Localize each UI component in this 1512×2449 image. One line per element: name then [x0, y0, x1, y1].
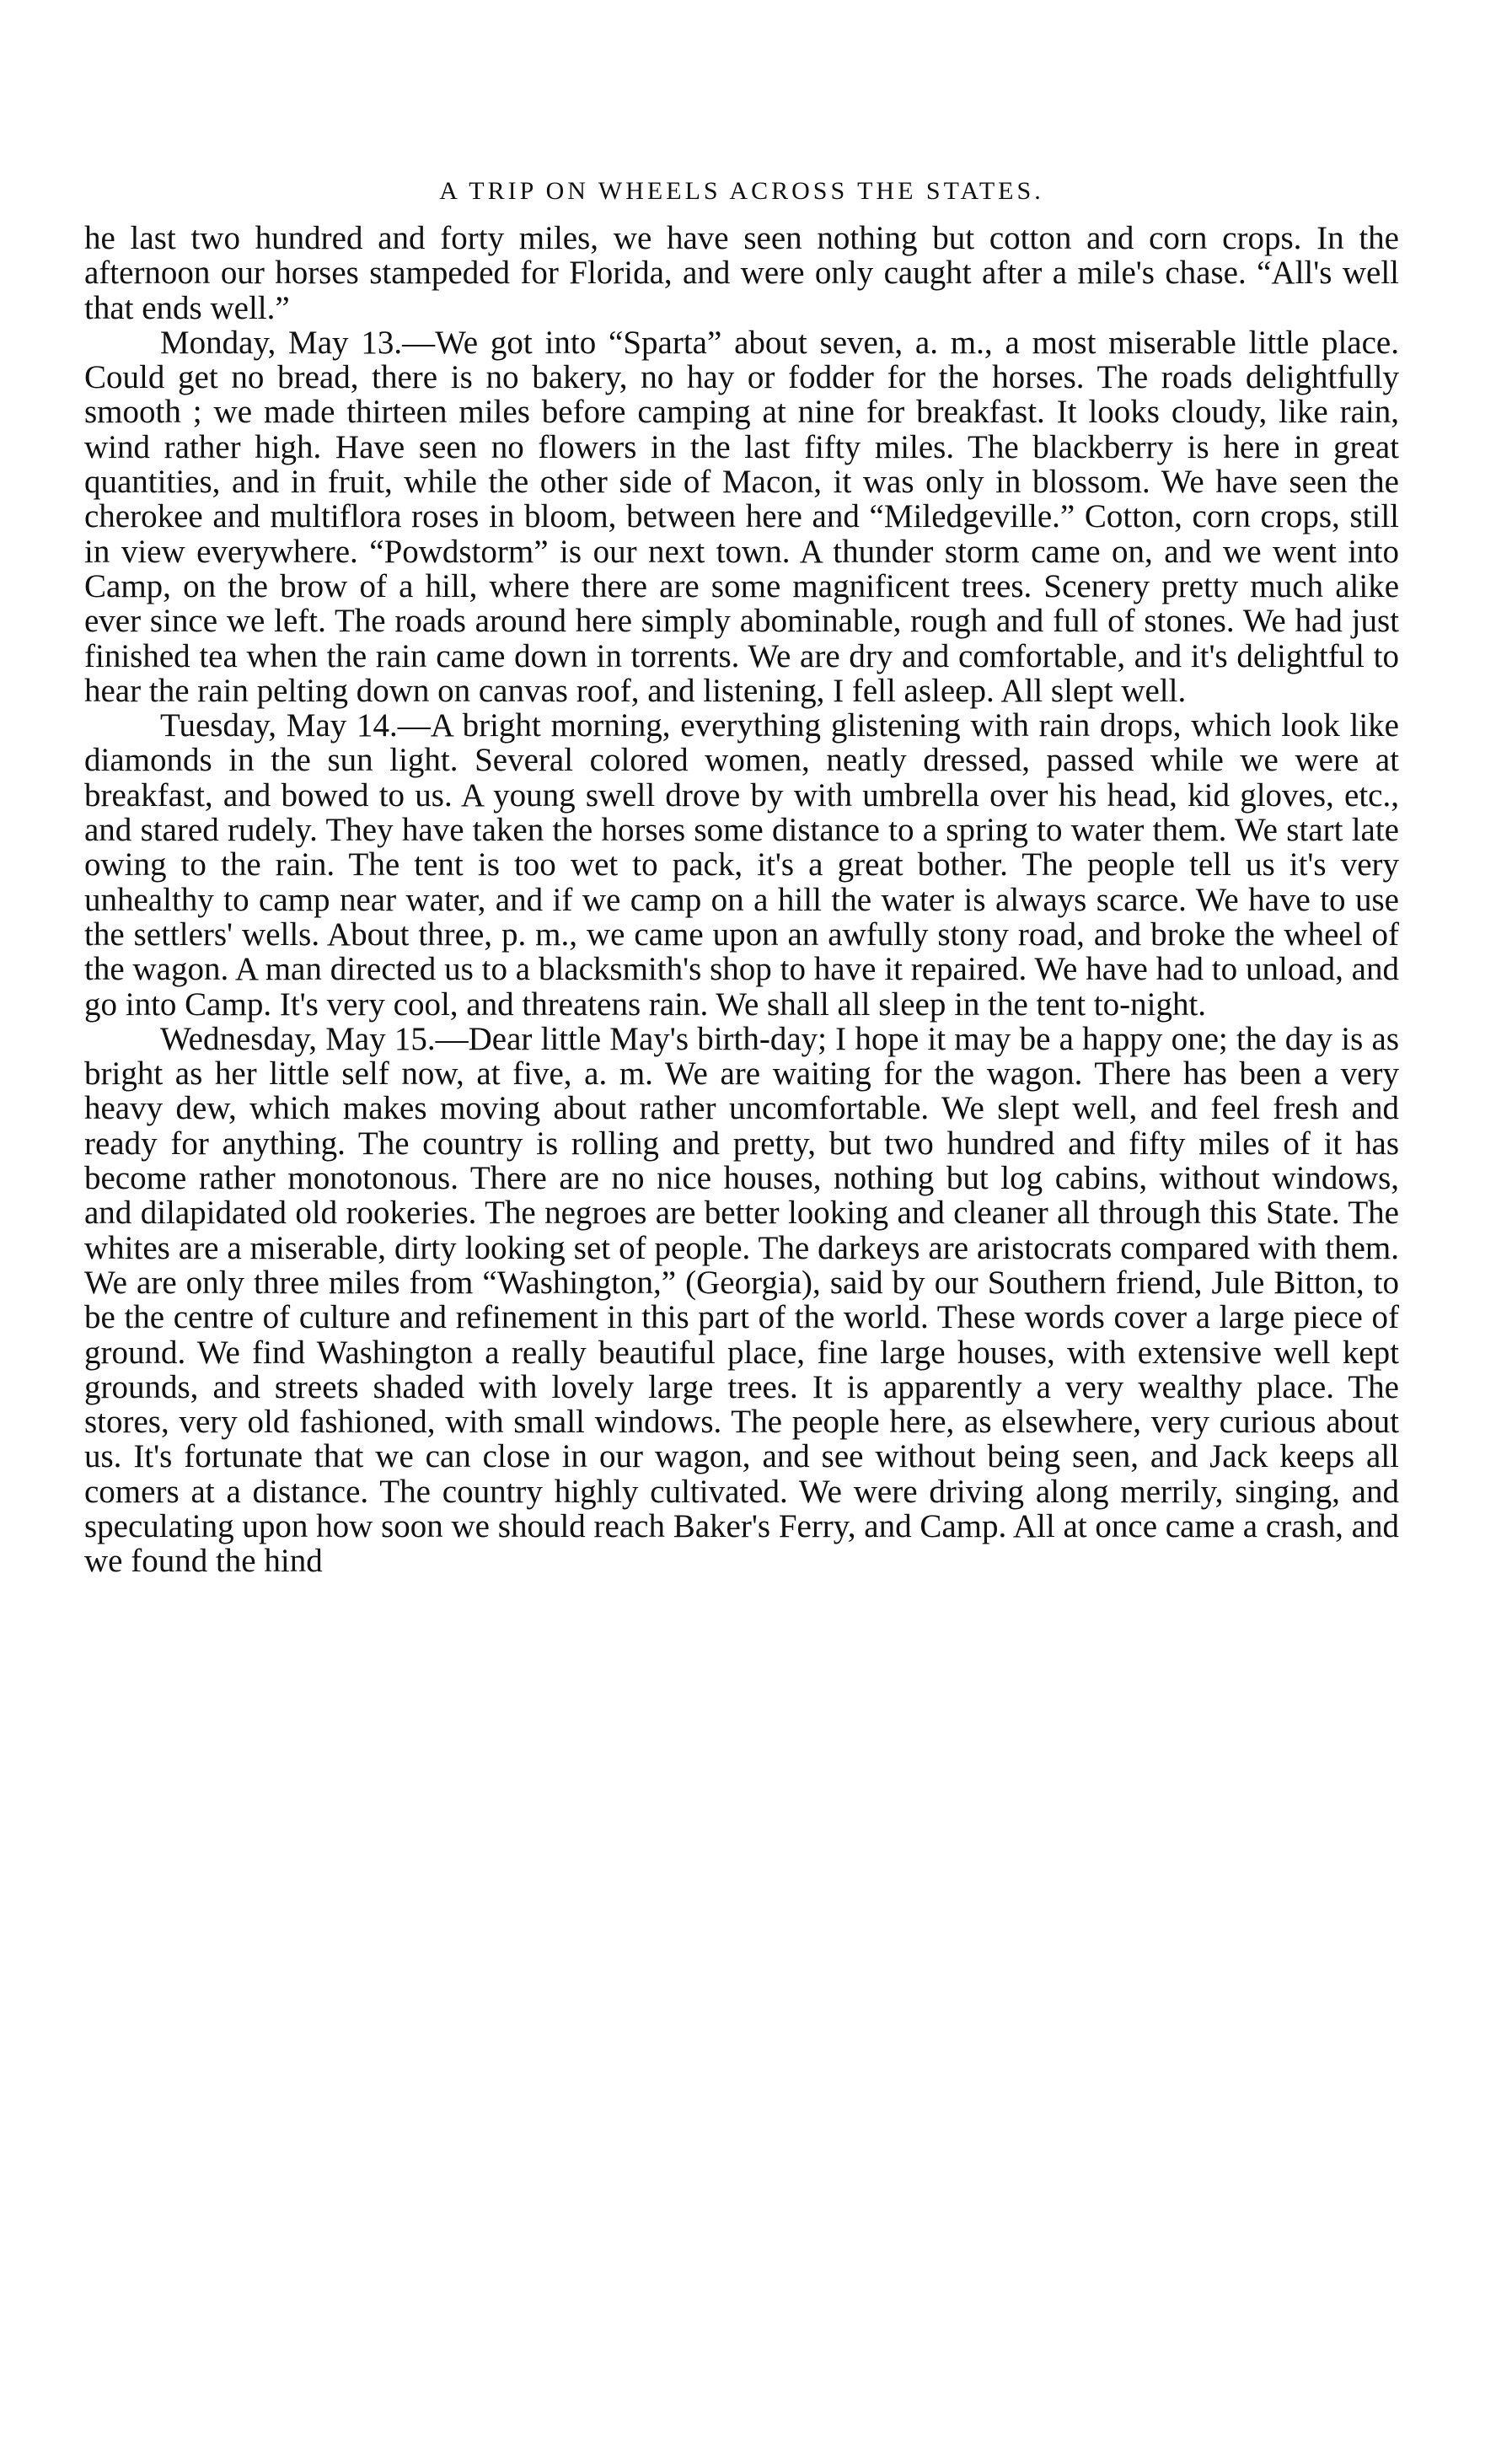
- running-head: A TRIP ON WHEELS ACROSS THE STATES.: [439, 177, 1044, 205]
- paragraph-tuesday-may-14: Tuesday, May 14.—A bright morning, everything glistening with rain drops, which look like diamonds in the sun light. Several colored women, neatly dressed, passed while we were at breakfast, and bowed to us. A young swell drove by with umbrella over his head, kid gloves, etc., and stared rudely. They have taken the horses some distance to a spring to water them. We start late owing to the rain. The tent is too wet to pack, it's a great bother. The people tell us it's very unhealthy to camp near water, and if we camp on a hill the water is always scarce. We have to use the settlers' wells. About three, p. m., we came upon an awfully stony road, and broke the wheel of the wagon. A man directed us to a blacksmith's shop to have it repaired. We have had to unload, and go into Camp. It's very cool, and threatens rain. We shall all sleep in the tent to-night.: [84, 707, 1399, 1023]
- book-page: [84, 177, 1399, 1579]
- paragraph-monday-may-13: Monday, May 13.—We got into “Sparta” about seven, a. m., a most miserable little place. Could get no bread, there is no bakery, no hay or fodder for the horses. The roads delightfully smooth ; we made thirteen miles before camping at nine for breakfast. It looks cloudy, like rain, wind rather high. Have seen no flowers in the last fifty miles. The blackberry is here in great quantities, and in fruit, while the other side of Macon, it was only in blossom. We have seen the cherokee and multiflora roses in bloom, between here and “Miledgeville.” Cotton, corn crops, still in view everywhere. “Powdstorm” is our next town. A thunder storm came on, and we went into Camp, on the brow of a hill, where there are some magnificent trees. Scenery pretty much alike ever since we left. The roads around here simply abominable, rough and full of stones. We had just finished tea when the rain came down in torrents. We are dry and comfortable, and it's delightful to hear the rain pelting down on canvas roof, and listening, I fell asleep. All slept well.: [84, 324, 1399, 709]
- paragraph-continued: he last two hundred and forty miles, we have seen nothing but cotton and corn crops. In the afternoon our horses stampeded for Florida, and were only caught after a mile's chase. “All's well that ends well.”: [84, 220, 1399, 326]
- paragraph-wednesday-may-15: Wednesday, May 15.—Dear little May's birth-day; I hope it may be a happy one; the day is as bright as her little self now, at five, a. m. We are waiting for the wagon. There has been a very heavy dew, which makes moving about rather uncomfortable. We slept well, and feel fresh and ready for anything. The country is rolling and pretty, but two hundred and fifty miles of it has become rather monotonous. There are no nice houses, nothing but log cabins, without windows, and dilapidated old rookeries. The negroes are better looking and cleaner all through this State. The whites are a miserable, dirty looking set of people. The darkeys are aristocrats compared with them. We are only three miles from “Washington,” (Georgia), said by our Southern friend, Jule Bitton, to be the centre of culture and refinement in this part of the world. These words cover a large piece of ground. We find Washington a really beautiful place, fine large houses, with extensive well kept grounds, and streets shaded with lovely large trees. It is apparently a very wealthy place. The stores, very old fashioned, with small windows. The people here, as elsewhere, very curious about us. It's fortunate that we can close in our wagon, and see without being seen, and Jack keeps all comers at a distance. The country highly cultivated. We were driving along merrily, singing, and speculating upon how soon we should reach Baker's Ferry, and Camp. All at once came a crash, and we found the hind: [84, 1020, 1399, 1580]
